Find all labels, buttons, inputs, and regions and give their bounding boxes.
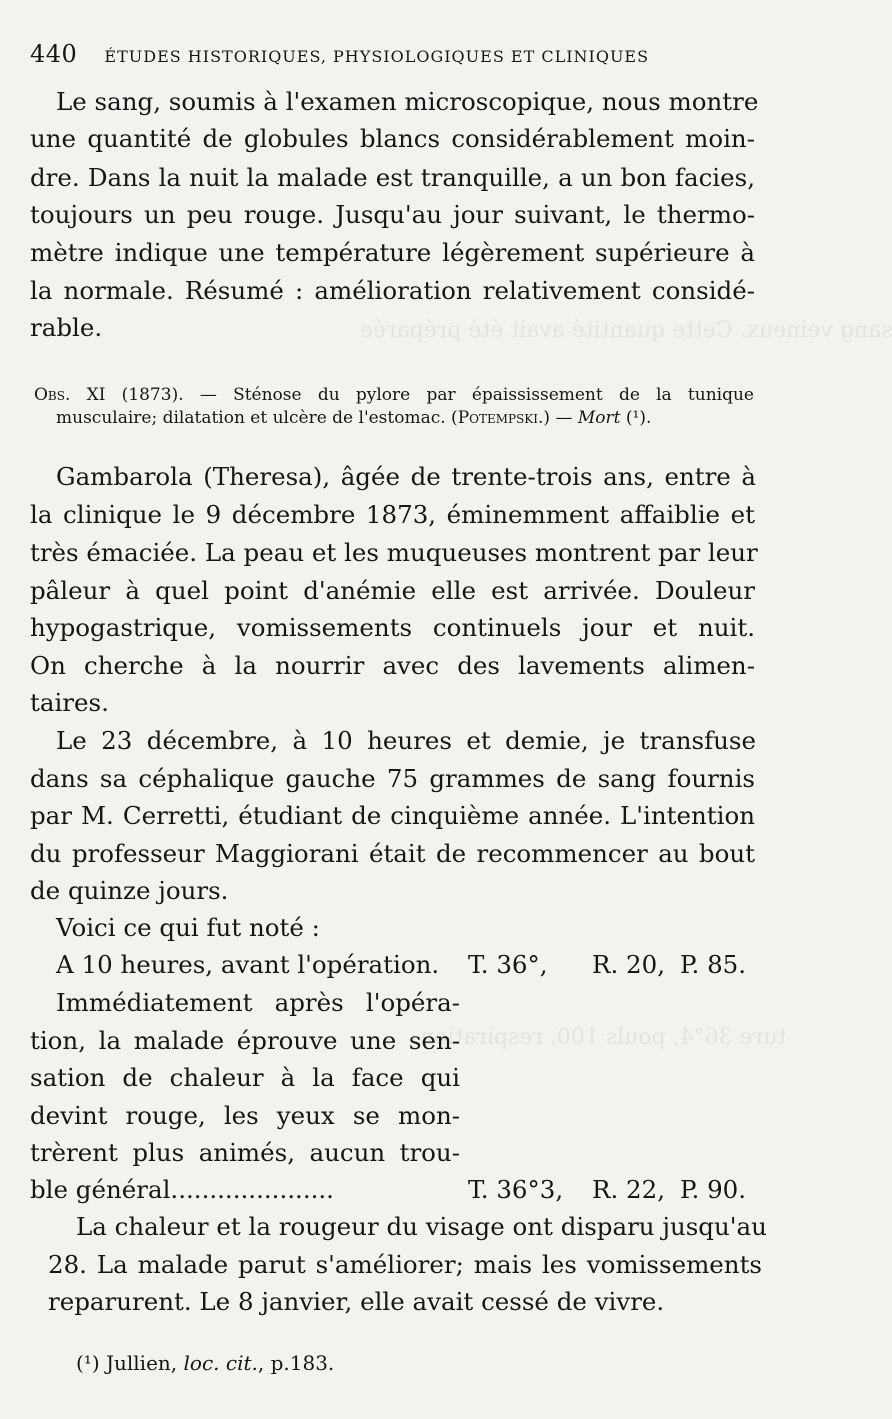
observation-label: Obs. XI xyxy=(34,385,106,405)
text-line: Voici ce qui fut noté : xyxy=(56,913,320,942)
text-line: On cherche à la nourrir avec des lavements alimen- xyxy=(30,651,755,680)
text-line: 28. La malade parut s'améliorer; mais les vomissements xyxy=(48,1250,762,1279)
outcome: Mort xyxy=(577,408,621,428)
text-line: une quantité de globules blancs considérablement moin- xyxy=(30,124,755,153)
text-line: la clinique le 9 décembre 1873, éminemment affaiblie et xyxy=(30,500,755,529)
text-line: trèrent plus animés, aucun trou- xyxy=(30,1138,460,1167)
footnote-ref: (¹). xyxy=(620,408,652,428)
text-line: très émaciée. La peau et les muqueuses montrent par leur xyxy=(30,538,758,567)
text-line: pâleur à quel point d'anémie elle est arrivée. Douleur xyxy=(30,576,755,605)
reading-label: ble général..................... xyxy=(30,1175,334,1204)
reading-label: A 10 heures, avant l'opération. xyxy=(56,950,440,979)
text-line: Le 23 décembre, à 10 heures et demie, je transfuse xyxy=(56,726,756,755)
text-line: rable. xyxy=(30,313,103,342)
text-line: la normale. Résumé : amélioration relativement considé- xyxy=(30,276,755,305)
page-number: 440 xyxy=(30,40,78,68)
text-line: Immédiatement après l'opéra- xyxy=(56,988,460,1017)
bleed-through-text: sang veineux. Cette quantité avait été préparée xyxy=(360,318,892,343)
text-line: sation de chaleur à la face qui xyxy=(30,1063,460,1092)
running-title: ÉTUDES HISTORIQUES, PHYSIOLOGIQUES ET CLINIQUES xyxy=(104,47,650,66)
text-line: hypogastrique, vomissements continuels jour et nuit. xyxy=(30,613,755,642)
text-line: du professeur Maggiorani était de recommencer au bout xyxy=(30,839,755,868)
text-line: Gambarola (Theresa), âgée de trente-trois ans, entre à xyxy=(56,462,756,491)
temperature-value: T. 36°3, xyxy=(468,1175,564,1204)
text-line: devint rouge, les yeux se mon- xyxy=(30,1101,460,1130)
bleed-through-text: ture 36°4, pouls 100, respiration xyxy=(420,1025,787,1050)
footnote: (¹) Jullien, loc. cit., p.183. xyxy=(76,1351,335,1375)
text-line: taires. xyxy=(30,688,109,717)
pulse-value: P. 85. xyxy=(680,950,747,979)
text-line: dre. Dans la nuit la malade est tranquille, a un bon facies, xyxy=(30,163,755,192)
text-line: toujours un peu rouge. Jusqu'au jour suivant, le thermo- xyxy=(30,200,755,229)
respiration-value: R. 20, xyxy=(592,950,665,979)
running-header xyxy=(30,40,730,68)
respiration-value: R. 22, xyxy=(592,1175,665,1204)
temperature-value: T. 36°, xyxy=(468,950,548,979)
text-line: La chaleur et la rougeur du visage ont disparu jusqu'au xyxy=(76,1212,767,1241)
text-line: de quinze jours. xyxy=(30,876,229,905)
text-line: tion, la malade éprouve une sen- xyxy=(30,1026,460,1055)
text-line: reparurent. Le 8 janvier, elle avait cessé de vivre. xyxy=(48,1287,665,1316)
pulse-value: P. 90. xyxy=(680,1175,747,1204)
text-line: Le sang, soumis à l'examen microscopique, nous montre xyxy=(56,87,759,116)
observation-heading: Obs. XI (1873). — Sténose du pylore par épaississement de la tunique xyxy=(34,385,754,405)
author-name: Potempski xyxy=(457,408,539,428)
text-line: dans sa céphalique gauche 75 grammes de sang fournis xyxy=(30,764,755,793)
observation-heading-cont: musculaire; dilatation et ulcère de l'estomac. (Potempski.) — Mort (¹). xyxy=(56,408,652,428)
text-line: mètre indique une température légèrement supérieure à xyxy=(30,238,755,267)
text-line: par M. Cerretti, étudiant de cinquième année. L'intention xyxy=(30,801,755,830)
